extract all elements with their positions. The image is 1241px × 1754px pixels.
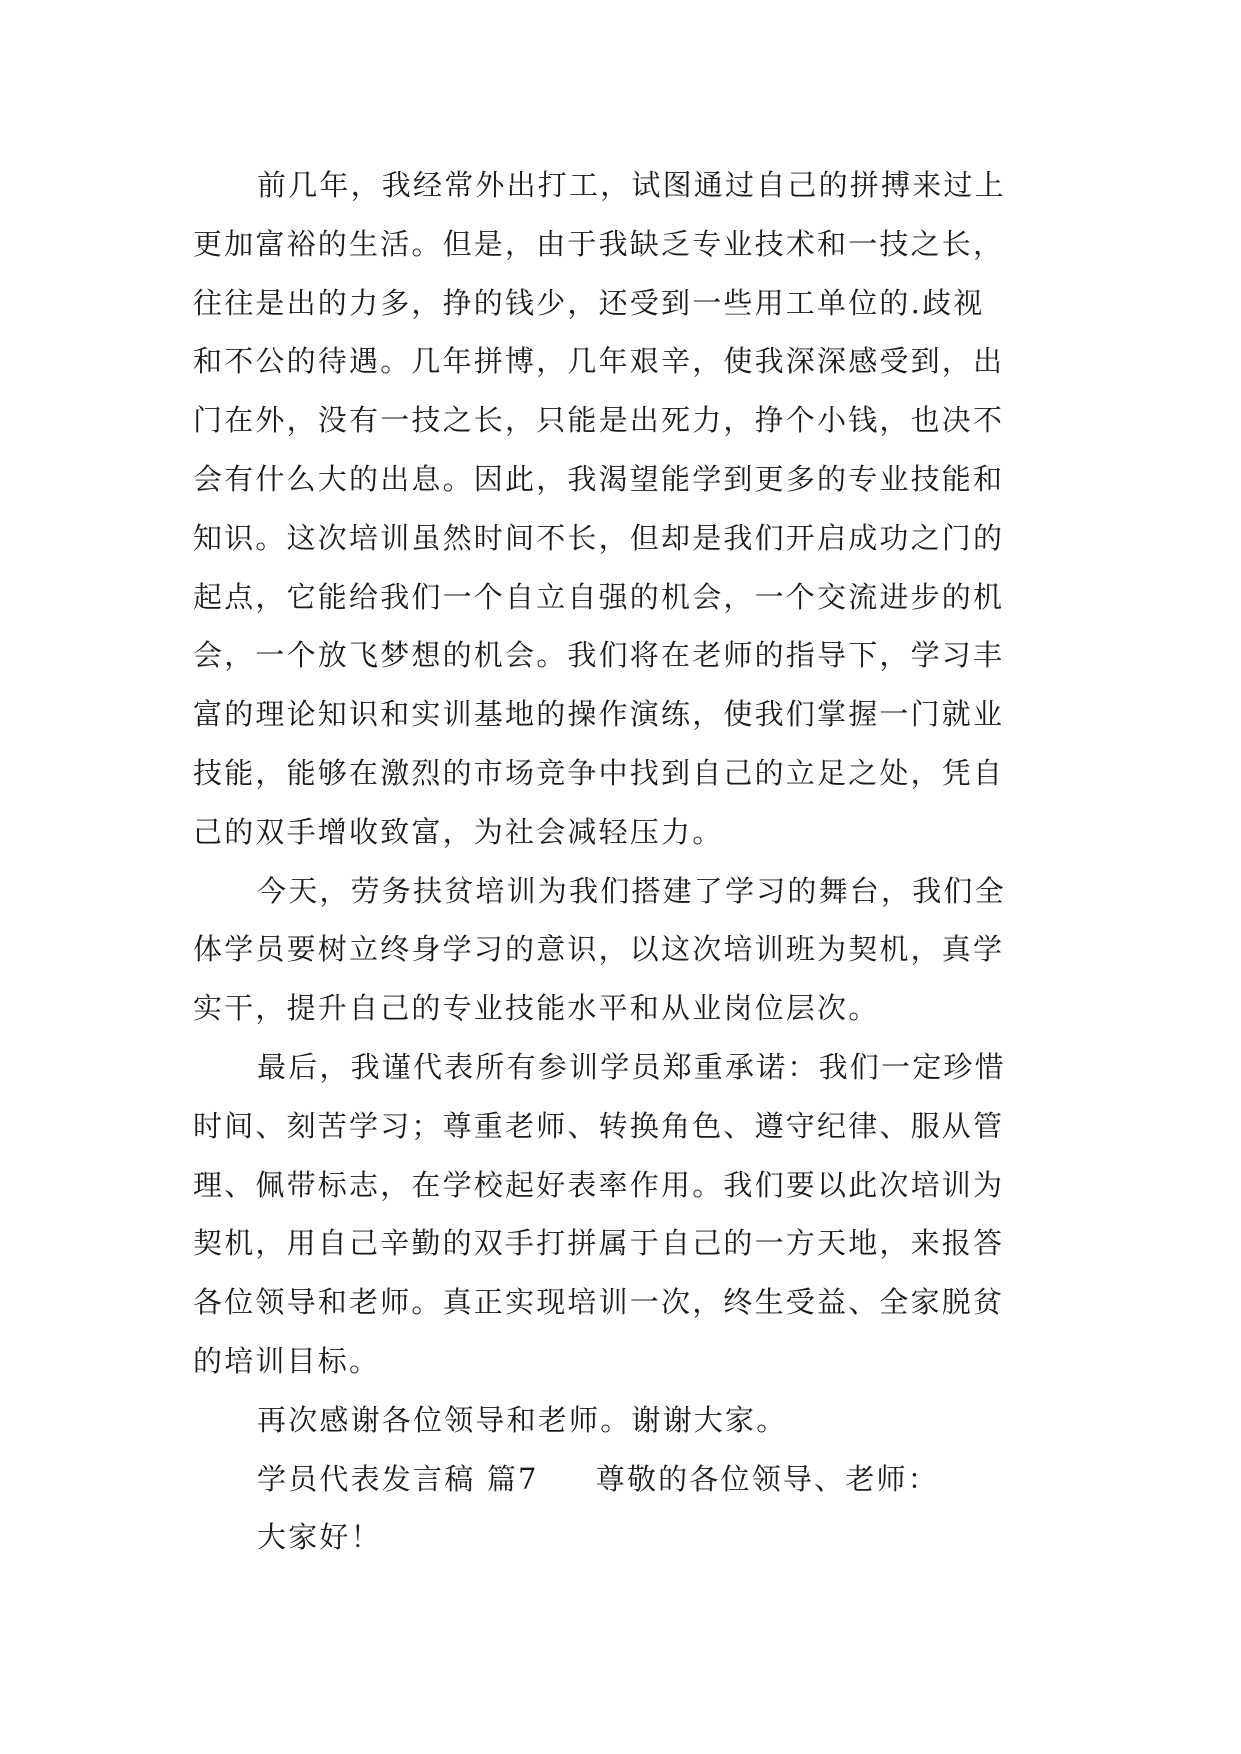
- text-line: 各位领导和老师。真正实现培训一次，终生受益、全家脱贫: [193, 1285, 1005, 1320]
- text-line: 契机，用自己辛勤的双手打拼属于自己的一方天地，来报答: [193, 1226, 1005, 1261]
- text-line: 己的双手增收致富，为社会减轻压力。: [193, 814, 724, 849]
- text-line: 最后，我谨代表所有参训学员郑重承诺：我们一定珍惜: [257, 1049, 1006, 1084]
- text-line: 理、佩带标志，在学校起好表率作用。我们要以此次培训为: [193, 1167, 1005, 1202]
- section-heading-line: 学员代表发言稿 篇7 尊敬的各位领导、老师：: [257, 1461, 939, 1496]
- greeting-line: 大家好！: [257, 1520, 382, 1555]
- document-body: [193, 156, 1053, 1567]
- text-line: 和不公的待遇。几年拼博，几年艰辛，使我深深感受到，出: [193, 344, 1005, 379]
- text-line: 更加富裕的生活。但是，由于我缺乏专业技术和一技之长，: [193, 226, 1005, 261]
- text-line: 往往是出的力多，挣的钱少，还受到一些用工单位的.歧视: [193, 285, 985, 320]
- text-line: 知识。这次培训虽然时间不长，但却是我们开启成功之门的: [193, 520, 1005, 555]
- text-line: 富的理论知识和实训基地的操作演练，使我们掌握一门就业: [193, 697, 1005, 732]
- text-line: 体学员要树立终身学习的意识，以这次培训班为契机，真学: [193, 932, 1005, 967]
- text-line: 再次感谢各位领导和老师。谢谢大家。: [257, 1402, 788, 1437]
- text-line: 会有什么大的出息。因此，我渴望能学到更多的专业技能和: [193, 461, 1005, 496]
- text-line: 起点，它能给我们一个自立自强的机会，一个交流进步的机: [193, 579, 1005, 614]
- text-line: 今天，劳务扶贫培训为我们搭建了学习的舞台，我们全: [257, 873, 1006, 908]
- text-line: 的培训目标。: [193, 1343, 381, 1378]
- text-line: 实干，提升自己的专业技能水平和从业岗位层次。: [193, 991, 880, 1026]
- text-line: 技能，能够在激烈的市场竞争中找到自己的立足之处，凭自: [193, 755, 1005, 790]
- text-line: 会，一个放飞梦想的机会。我们将在老师的指导下，学习丰: [193, 638, 1005, 673]
- text-line: 前几年，我经常外出打工，试图通过自己的拼搏来过上: [257, 168, 1006, 202]
- text-line: 时间、刻苦学习；尊重老师、转换角色、遵守纪律、服从管: [193, 1108, 1005, 1143]
- text-line: 门在外，没有一技之长，只能是出死力，挣个小钱，也决不: [193, 403, 1005, 438]
